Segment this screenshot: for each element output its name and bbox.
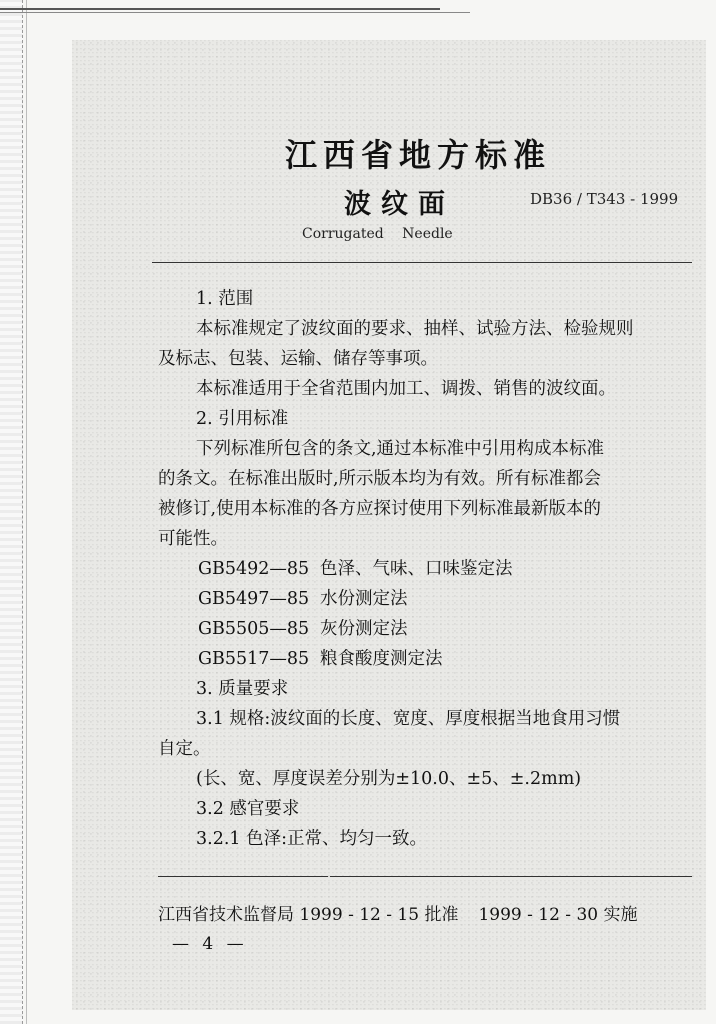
standard-name: 波纹面	[344, 189, 455, 220]
section-heading-quality: 3. 质量要求	[196, 679, 289, 699]
reference-code: GB5492—85	[198, 559, 310, 579]
reference-item	[158, 584, 696, 614]
top-rule	[0, 8, 440, 10]
reference-name: 水份测定法	[320, 589, 408, 609]
standard-category-title: 江西省地方标准	[285, 136, 552, 174]
paragraph-line: 可能性。	[158, 529, 228, 549]
paragraph-line: 被修订,使用本标准的各方应探讨使用下列标准最新版本的	[158, 499, 602, 519]
reference-name: 色泽、气味、口味鉴定法	[320, 559, 513, 579]
footer-rule	[330, 876, 692, 877]
reference-item	[158, 554, 696, 584]
reference-item	[158, 644, 696, 674]
paragraph-line: 3.1 规格:波纹面的长度、宽度、厚度根据当地食用习惯	[196, 709, 621, 729]
paragraph-line: 3.2.1 色泽:正常、均匀一致。	[196, 829, 427, 849]
paragraph-line: (长、宽、厚度误差分别为±10.0、±5、±.2mm)	[196, 769, 582, 789]
reference-name: 灰份测定法	[320, 619, 408, 639]
reference-name: 粮食酸度测定法	[320, 649, 443, 669]
footer-dates	[158, 900, 638, 925]
paragraph-line: 本标准适用于全省范围内加工、调拨、销售的波纹面。	[196, 379, 616, 399]
subsection-heading-sensory: 3.2 感官要求	[196, 799, 300, 819]
body-text	[158, 284, 696, 854]
paragraph-line: 及标志、包装、运输、储存等事项。	[158, 349, 438, 369]
paragraph-line: 自定。	[158, 739, 211, 759]
top-rule-thin	[0, 12, 470, 13]
paragraph-line: 下列标准所包含的条文,通过本标准中引用构成本标准	[196, 439, 605, 459]
approval-date: 江西省技术监督局 1999 - 12 - 15 批准	[158, 905, 459, 925]
reference-code: GB5497—85	[198, 589, 310, 609]
scan-left-edge	[0, 0, 23, 1024]
footer-rule	[158, 876, 328, 877]
reference-code: GB5505—85	[198, 619, 310, 639]
paragraph-line: 的条文。在标准出版时,所示版本均为有效。所有标准都会	[158, 469, 602, 489]
paragraph-line: 本标准规定了波纹面的要求、抽样、试验方法、检验规则	[196, 319, 634, 339]
standard-code: DB36 / T343 - 1999	[530, 190, 679, 208]
section-heading-references: 2. 引用标准	[196, 409, 289, 429]
implementation-date: 1999 - 12 - 30 实施	[478, 905, 638, 925]
header-rule	[152, 262, 692, 263]
english-title: Corrugated Needle	[302, 226, 453, 242]
section-heading-scope: 1. 范围	[196, 289, 254, 309]
reference-item	[158, 614, 696, 644]
page-number: — 4 —	[172, 934, 248, 954]
reference-code: GB5517—85	[198, 649, 310, 669]
